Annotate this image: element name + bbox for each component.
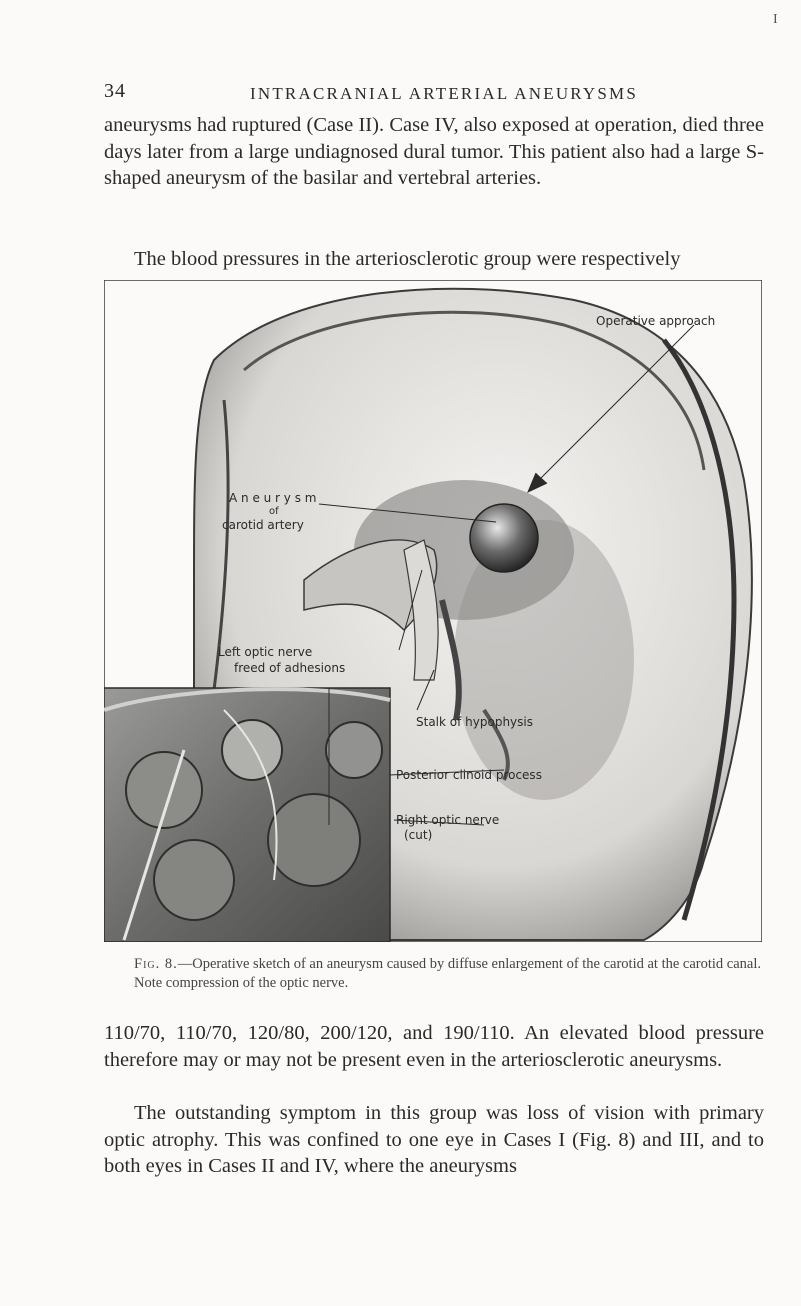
figure-caption (134, 955, 762, 993)
operative-sketch-figure (104, 280, 762, 942)
label-freed-of-adhesions: freed of adhesions (234, 661, 346, 675)
label-operative-approach: Operative approach (596, 314, 716, 328)
label-left-optic-nerve: Left optic nerve (218, 645, 313, 659)
paragraph-2: The blood pressures in the arteriosclerotic group were respectively (134, 248, 681, 270)
label-of: of (269, 506, 279, 517)
figure-caption-label: Fig. 8. (134, 956, 178, 972)
operative-sketch-illustration (104, 280, 762, 942)
label-aneurysm: A n e u r y s m (229, 491, 317, 505)
label-carotid-artery: carotid artery (222, 518, 304, 532)
label-stalk-of-hypophysis: Stalk of hypophysis (416, 715, 533, 729)
paragraph-4: The outstanding symptom in this group was loss of vision with primary optic atrophy. This was confined to one eye in Cases I (Fig. 8) and III, and to both eyes in Cases II and IV, where the aneurysms (104, 1102, 764, 1177)
running-head: INTRACRANIAL ARTERIAL ANEURYSMS (250, 84, 638, 103)
corner-mark: I (773, 12, 778, 27)
aneurysm-mass (470, 504, 538, 572)
figure-caption-text: —Operative sketch of an aneurysm caused by diffuse enlargement of the carotid at the carotid canal. Note compression of the optic nerve. (134, 956, 762, 991)
paragraph-1: aneurysms had ruptured (Case II). Case IV, also exposed at operation, died three days later from a large undiagnosed dural tumor. This patient also had a large S-shaped aneurysm of the basilar and vertebral arteries. (104, 114, 764, 189)
paragraph-3: 110/70, 110/70, 120/80, 200/120, and 190/110. An elevated blood pressure therefore may or may not be present even in the arteriosclerotic aneurysms. (104, 1022, 764, 1071)
page-number: 34 (104, 80, 126, 102)
label-cut: (cut) (404, 828, 433, 842)
label-posterior-clinoid-process: Posterior clinoid process (396, 768, 542, 782)
label-right-optic-nerve: Right optic nerve (396, 813, 500, 827)
